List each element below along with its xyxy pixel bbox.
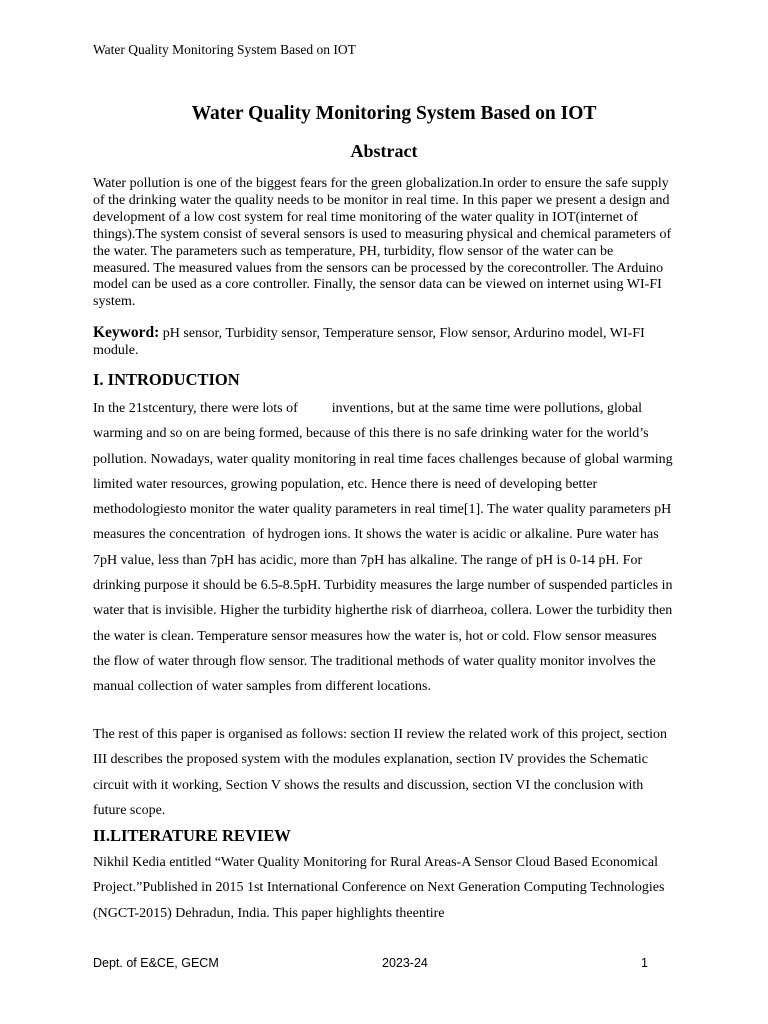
- literature-review-paragraph-1: Nikhil Kedia entitled “Water Quality Monitoring for Rural Areas-A Sensor Cloud Based Economical Project.”Published in 2015 1st International Conference on Next Generation Computing Technologies (NGCT-2015) Dehradun, India. This paper highlights theentire: [93, 855, 665, 921]
- footer-department: Dept. of E&CE, GECM: [93, 956, 219, 970]
- keyword-text: pH sensor, Turbidity sensor, Temperature sensor, Flow sensor, Ardurino model, WI-FI module.: [93, 326, 645, 358]
- introduction-paragraph-2: The rest of this paper is organised as follows: section II review the related work of this project, section III describes the proposed system with the modules explanation, section IV provides the Schematic circuit with it working, Section V shows the results and discussion, section VI the conclusion with future scope.: [93, 727, 667, 818]
- running-header: Water Quality Monitoring System Based on IOT: [93, 42, 356, 57]
- footer-year: 2023-24: [382, 956, 428, 970]
- abstract-heading-text: Abstract: [350, 141, 418, 161]
- introduction-paragraph-1: [93, 396, 673, 700]
- introduction-paragraph-1-rest: inventions, but at the same time were pollutions, global warming and so on are being formed, because of this there is no safe drinking water for the world’s pollution. Nowadays, water quality monitoring in real time faces challenges because of global warming limited water resources, growing population, etc. Hence there is need of developing better methodologiesto monitor the water quality parameters in real time[1]. The water quality parameters pH measures the concentration of hydrogen ions. It shows the water is acidic or alkaline. Pure water has 7pH value, less than 7pH has acidic, more than 7pH has alkaline. The range of pH is 0-14 pH. For drinking purpose it should be 6.5-8.5pH. Turbidity measures the large number of suspended particles in water that is invisible. Higher the turbidity higherthe risk of diarrheoa, collera. Lower the turbidity then the water is clean. Temperature sensor measures how the water is, hot or cold. Flow sensor measures the flow of water through flow sensor. The traditional methods of water quality monitor involves the manual collection of water samples from different locations.: [93, 401, 673, 695]
- footer-page-number: 1: [641, 956, 648, 970]
- abstract-heading: [0, 141, 768, 162]
- keyword-label: Keyword:: [93, 324, 160, 341]
- abstract-body: Water pollution is one of the biggest fears for the green globalization.In order to ensure the safe supply of the drinking water the quality needs to be monitor in real time. In this paper we present a design and development of a low cost system for real time monitoring of the water quality in IOT(internet of things).The system consist of several sensors is used to measuring physical and chemical parameters of the water. The parameters such as temperature, PH, turbidity, flow sensor of the water can be measured. The measured values from the sensors can be processed by the corecontroller. The Arduino model can be used as a core controller. Finally, the sensor data can be viewed on internet using WI-FI system.: [93, 176, 672, 310]
- introduction-paragraph-1-start: In the 21stcentury, there were lots of: [93, 401, 298, 416]
- introduction-heading: I. INTRODUCTION: [93, 370, 240, 389]
- keyword-block: [93, 324, 683, 359]
- literature-review-heading: II.LITERATURE REVIEW: [93, 826, 291, 845]
- paper-title: Water Quality Monitoring System Based on IOT: [191, 103, 597, 124]
